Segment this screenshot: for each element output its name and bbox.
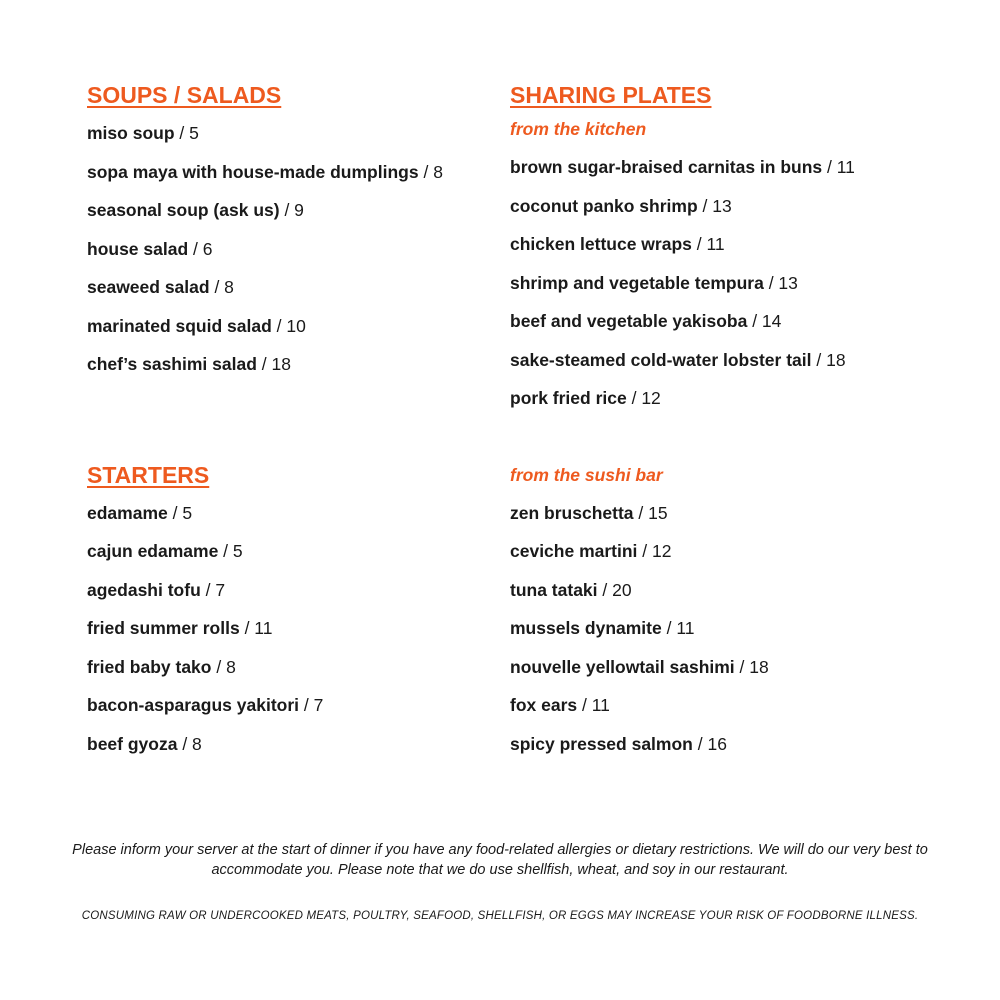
price-separator: / (697, 195, 713, 216)
menu-item-price: 18 (271, 354, 291, 374)
menu-item-name: bacon-asparagus yakitori (87, 695, 300, 715)
menu-item-name: agedashi tofu (87, 579, 201, 600)
menu-item (510, 571, 950, 610)
menu-item (87, 230, 487, 269)
menu-item-price: 11 (591, 695, 610, 715)
price-separator: / (299, 695, 314, 715)
menu-item (87, 686, 487, 725)
price-separator: / (577, 695, 592, 715)
price-separator: / (661, 618, 677, 638)
menu-item (87, 153, 487, 192)
menu-item-price: 12 (652, 541, 672, 561)
menu-item (87, 191, 487, 230)
menu-item-price: 18 (749, 656, 769, 677)
menu-item-name: marinated squid salad (87, 315, 272, 336)
menu-item-name: coconut panko shrimp (510, 195, 698, 216)
price-separator: / (734, 656, 750, 677)
menu-item-name: sopa maya with house-made dumplings (87, 161, 419, 182)
menu-item-name: fox ears (510, 695, 578, 715)
from-the-sushi-bar-title: from the sushi bar (510, 464, 663, 485)
price-separator: / (626, 388, 642, 408)
price-separator: / (167, 502, 183, 523)
menu-item-price: 8 (192, 733, 202, 754)
menu-item-price: 11 (676, 618, 695, 638)
menu-item-name: seasonal soup (ask us) (87, 200, 280, 220)
price-separator: / (209, 277, 225, 297)
menu-item-price: 6 (202, 238, 213, 259)
menu-item-name: chicken lettuce wraps (510, 234, 692, 254)
menu-item-name: miso soup (87, 123, 175, 143)
menu-item-name: fried summer rolls (87, 618, 240, 638)
menu-item-name: edamame (87, 502, 168, 523)
menu-item (510, 686, 950, 725)
menu-item (87, 725, 487, 764)
price-separator: / (637, 541, 653, 561)
menu-item-name: zen bruschetta (510, 502, 634, 523)
price-separator: / (811, 349, 827, 370)
starters-title: STARTERS (87, 461, 210, 488)
menu-item (510, 379, 950, 418)
price-separator: / (692, 733, 708, 754)
price-separator: / (256, 354, 272, 374)
menu-item (510, 264, 950, 303)
price-separator: / (633, 502, 649, 523)
menu-item-price: 12 (641, 388, 661, 408)
sushi-bar-list (510, 494, 950, 764)
menu-item-price: 11 (254, 618, 273, 638)
menu-item-price: 13 (712, 195, 732, 216)
menu-item-price: 8 (433, 161, 443, 182)
kitchen-list (510, 148, 950, 418)
menu-item (510, 302, 950, 341)
foodborne-illness-warning: CONSUMING RAW OR UNDERCOOKED MEATS, POULTRY, SEAFOOD, SHELLFISH, OR EGGS MAY INCREASE YOUR RISK OF FOODBORNE ILLNESS. (81, 910, 919, 922)
menu-item-price: 8 (224, 277, 234, 297)
menu-item-name: pork fried rice (510, 388, 627, 408)
menu-item-price: 5 (189, 123, 199, 143)
allergy-notice: Please inform your server at the start of dinner if you have any food-related allergies or dietary restrictions. We will do our very best to accommodate you. Please note that we do use shellfish, wheat, and soy in our restaurant. (72, 842, 928, 878)
menu-item (87, 609, 487, 648)
menu-item (87, 268, 487, 307)
menu-item-price: 11 (706, 234, 725, 254)
price-separator: / (279, 200, 295, 220)
menu-item-price: 15 (648, 502, 668, 523)
menu-item-name: seaweed salad (87, 277, 210, 297)
menu-item (510, 725, 950, 764)
menu-item-price: 10 (286, 315, 306, 336)
starters-list (87, 494, 487, 764)
price-separator: / (747, 311, 762, 331)
menu-item-name: beef gyoza (87, 733, 178, 754)
menu-item-name: shrimp and vegetable tempura (510, 272, 764, 293)
menu-item-price: 13 (778, 272, 798, 293)
price-separator: / (218, 541, 233, 561)
menu-item-name: beef and vegetable yakisoba (510, 311, 748, 331)
menu-item-price: 11 (836, 157, 855, 177)
menu-item (87, 494, 487, 533)
menu-item-name: chef’s sashimi salad (87, 354, 257, 374)
menu-item-name: ceviche martini (510, 541, 638, 561)
price-separator: / (200, 579, 216, 600)
price-separator: / (188, 238, 203, 259)
left-column (87, 80, 487, 763)
menu-item (510, 609, 950, 648)
soups-salads-list (87, 114, 487, 384)
soups-salads-title: SOUPS / SALADS (87, 82, 282, 108)
menu-item-name: sake-steamed cold-water lobster tail (510, 349, 812, 370)
menu-item (510, 532, 950, 571)
menu-item-price: 18 (826, 349, 846, 370)
sharing-plates-title: SHARING PLATES (510, 82, 712, 108)
menu-item (87, 648, 487, 687)
menu-item-price: 14 (761, 311, 782, 331)
menu-item-price: 8 (226, 656, 236, 677)
menu-item (87, 114, 487, 153)
menu-item (510, 648, 950, 687)
menu-item-price: 16 (707, 733, 727, 754)
price-separator: / (691, 234, 707, 254)
price-separator: / (239, 618, 255, 638)
price-separator: / (211, 656, 227, 677)
menu-item (510, 187, 950, 226)
menu-item (87, 532, 487, 571)
price-separator: / (418, 161, 434, 182)
menu-item-name: tuna tataki (510, 579, 598, 600)
menu-item-price: 20 (612, 579, 632, 600)
menu-item (510, 494, 950, 533)
menu-item-price: 5 (232, 541, 243, 561)
price-separator: / (271, 315, 287, 336)
menu-item (87, 307, 487, 346)
from-the-kitchen-title: from the kitchen (510, 119, 647, 139)
price-separator: / (597, 579, 613, 600)
price-separator: / (177, 733, 193, 754)
menu-item-price: 7 (313, 695, 324, 715)
menu-item-name: mussels dynamite (510, 618, 662, 638)
menu-item (87, 571, 487, 610)
menu-item-name: cajun edamame (87, 541, 219, 561)
right-column (510, 80, 950, 763)
menu-item (510, 341, 950, 380)
menu-item (510, 225, 950, 264)
menu-item-price: 9 (294, 200, 304, 220)
menu-item-name: spicy pressed salmon (510, 733, 693, 754)
menu-item-name: fried baby tako (87, 656, 212, 677)
price-separator: / (763, 272, 779, 293)
menu-item-name: brown sugar-braised carnitas in buns (510, 157, 823, 177)
menu-item (87, 345, 487, 384)
menu-item-name: nouvelle yellowtail sashimi (510, 656, 735, 677)
price-separator: / (174, 123, 190, 143)
menu-item-name: house salad (87, 238, 189, 259)
menu-item (510, 148, 950, 187)
price-separator: / (822, 157, 837, 177)
menu-item-price: 7 (215, 579, 226, 600)
menu-item-price: 5 (182, 502, 193, 523)
